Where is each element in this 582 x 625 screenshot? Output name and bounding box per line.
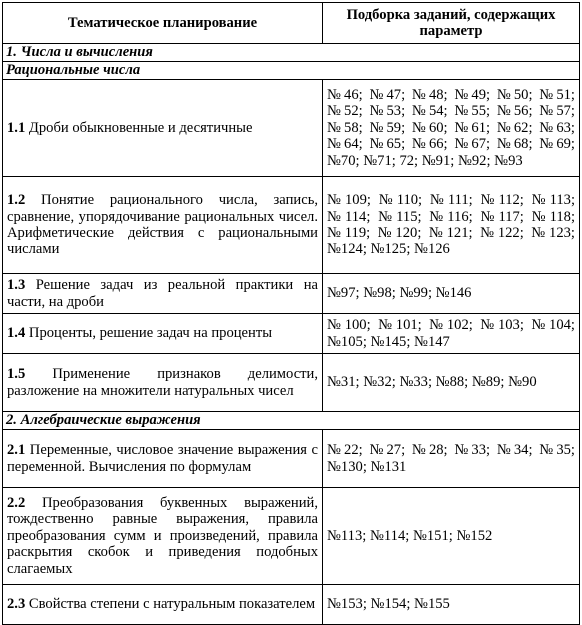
topic-number: 2.2 [7, 494, 26, 511]
table-row [3, 488, 580, 585]
topic-cell [3, 354, 323, 412]
header-topic: Тематическое планирование [3, 3, 323, 44]
tasks-cell: №113; №114; №151; №152 [323, 488, 580, 585]
topic-number: 2.3 [7, 596, 26, 613]
section-row [3, 44, 580, 62]
topic-cell [3, 177, 323, 274]
topic-cell [3, 430, 323, 488]
table-row [3, 430, 580, 488]
table-row [3, 177, 580, 274]
section-title: 2. Алгебраические выражения [3, 412, 580, 430]
topic-number: 1.5 [7, 366, 26, 383]
tasks-cell: №100; №101; №102; №103; №104; №105; №145; №147 [323, 314, 580, 354]
topic-text: Применение признаков делимости, разложение на множители натуральных чисел [7, 366, 319, 399]
section-title: 1. Числа и вычисления [3, 44, 580, 62]
topic-text: Дроби обыкновенные и десятичные [28, 119, 253, 136]
topic-number: 2.1 [7, 442, 26, 459]
subsection-row [3, 62, 580, 80]
table-row [3, 274, 580, 314]
table-row [3, 585, 580, 625]
topic-number: 1.3 [7, 277, 26, 294]
header-tasks: Подборка заданий, содержащих параметр [323, 3, 580, 44]
topic-text: Свойства степени с натуральным показателем [28, 596, 316, 613]
tasks-cell: №153; №154; №155 [323, 585, 580, 625]
tasks-cell: №46; №47; №48; №49; №50; №51; №52; №53; №54; №55; №56; №57; №58; №59; №60; №61; №62; №63; №64; №65; №66; №67; №68; №69; №70; №71; 72; №91; №92; №93 [323, 80, 580, 177]
section-row [3, 412, 580, 430]
tasks-cell: №22; №27; №28; №33; №34; №35; №130; №131 [323, 430, 580, 488]
planning-table [2, 2, 580, 625]
topic-cell [3, 314, 323, 354]
topic-cell [3, 488, 323, 585]
topic-text: Понятие рационального числа, запись, сравнение, упорядочивание рациональных чисел. Арифметические действия с рациональными числами [7, 192, 318, 258]
table-row [3, 354, 580, 412]
subsection-title: Рациональные числа [3, 62, 580, 80]
topic-number: 1.2 [7, 192, 26, 209]
topic-text: Преобразования буквенных выражений, тождественно равные выражения, правила преобразования сумм и произведений, правила раскрытия скобок и приведения подобных слагаемых [7, 494, 318, 577]
topic-text: Решение задач из реальной практики на части, на дроби [7, 277, 318, 310]
tasks-cell: №31; №32; №33; №88; №89; №90 [323, 354, 580, 412]
topic-number: 1.1 [7, 119, 26, 136]
header-row [3, 3, 580, 44]
topic-text: Переменные, числовое значение выражения с переменной. Вычисления по формулам [7, 442, 318, 475]
table-row [3, 80, 580, 177]
table-row [3, 314, 580, 354]
tasks-cell: №109; №110; №111; №112; №113; №114; №115; №116; №117; №118; №119; №120; №121; №122; №123; №124; №125; №126 [323, 177, 580, 274]
topic-text: Проценты, решение задач на проценты [28, 325, 273, 342]
topic-cell [3, 80, 323, 177]
topic-number: 1.4 [7, 325, 26, 342]
topic-cell [3, 274, 323, 314]
tasks-cell: №97; №98; №99; №146 [323, 274, 580, 314]
topic-cell [3, 585, 323, 625]
